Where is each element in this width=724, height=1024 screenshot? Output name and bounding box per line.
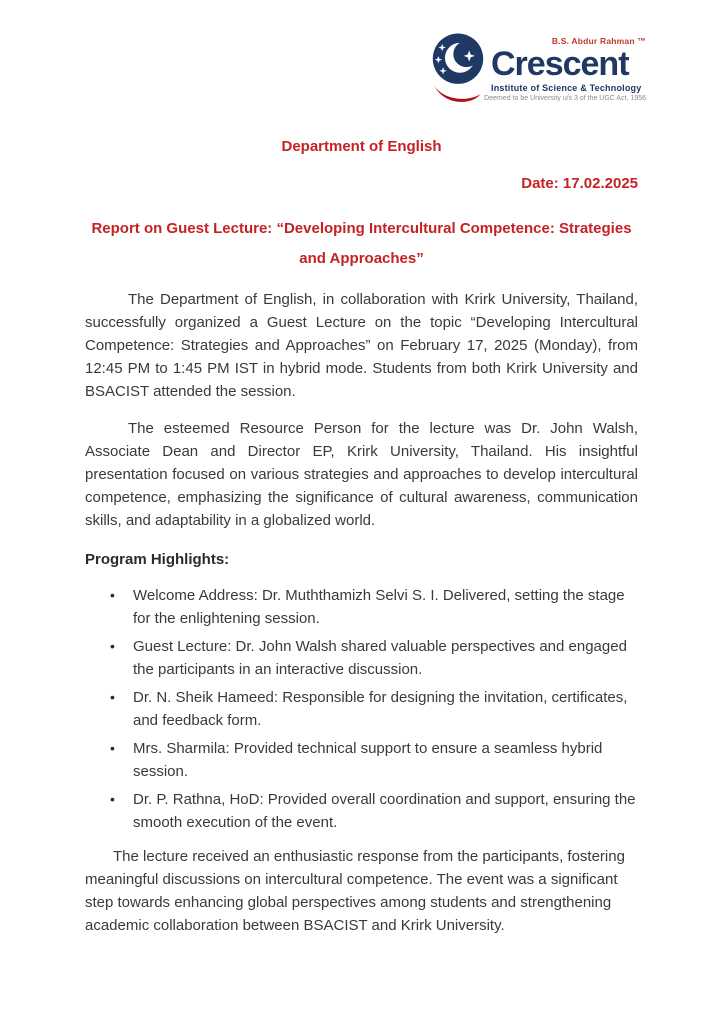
program-highlights-list xyxy=(85,584,638,834)
logo-subtitle: Institute of Science & Technology xyxy=(491,83,642,93)
date-line: Date: 17.02.2025 xyxy=(521,175,638,192)
highlight-item-welcome-address xyxy=(85,584,638,630)
highlight-item-text: Dr. P. Rathna, HoD: Provided overall coordination and support, ensuring the smooth execution of the event. xyxy=(133,791,636,831)
logo-tagline: Deemed to be University u/s 3 of the UGC Act, 1956 xyxy=(484,95,646,102)
highlight-item-text: Mrs. Sharmila: Provided technical support to ensure a seamless hybrid session. xyxy=(133,740,603,780)
report-title-line1: Report on Guest Lecture: “Developing Intercultural Competence: Strategies xyxy=(91,220,632,237)
report-title xyxy=(85,214,638,274)
program-highlights-heading: Program Highlights: xyxy=(85,551,230,568)
highlight-item-text: Dr. N. Sheik Hameed: Responsible for designing the invitation, certificates, and feedback form. xyxy=(133,689,628,729)
highlight-item-sheik-hameed xyxy=(85,686,638,732)
highlight-item-guest-lecture xyxy=(85,635,638,681)
report-content xyxy=(85,0,638,937)
bullet-icon: • xyxy=(110,791,115,807)
highlight-item-text: Guest Lecture: Dr. John Walsh shared valuable perspectives and engaged the participants in an interactive discussion. xyxy=(133,638,627,678)
bullet-icon: • xyxy=(110,740,115,756)
intro-paragraph: The Department of English, in collaboration with Krirk University, Thailand, successfully organized a Guest Lecture on the topic “Developing Intercultural Competence: Strategies and Approaches” on February 17, 2025 (Monday), from 12:45 PM to 1:45 PM IST in hybrid mode. Students from both Krirk University and BSACIST attended the session. xyxy=(85,291,638,400)
highlight-item-sharmila xyxy=(85,737,638,783)
logo-name: Crescent xyxy=(491,45,629,83)
bullet-icon: • xyxy=(110,689,115,705)
department-heading: Department of English xyxy=(281,138,442,155)
highlight-item-text: Welcome Address: Dr. Muththamizh Selvi S. I. Delivered, setting the stage for the enlightening session. xyxy=(133,587,625,627)
resource-person-paragraph: The esteemed Resource Person for the lecture was Dr. John Walsh, Associate Dean and Director EP, Krirk University, Thailand. His insightful presentation focused on various strategies and approaches to develop intercultural competence, emphasizing the significance of cultural awareness, communication skills, and adaptability in a globalized world. xyxy=(85,420,638,529)
report-title-line2: and Approaches” xyxy=(299,250,424,267)
closing-paragraph: The lecture received an enthusiastic response from the participants, fostering meaningful discussions on intercultural competence. The event was a significant step towards enhancing global perspectives among students and strengthening academic collaboration between BSACIST and Krirk University. xyxy=(85,848,625,934)
highlight-item-rathna xyxy=(85,788,638,834)
logo-trademark: B.S. Abdur Rahman ™ xyxy=(551,36,646,46)
bullet-icon: • xyxy=(110,587,115,603)
bullet-icon: • xyxy=(110,638,115,654)
